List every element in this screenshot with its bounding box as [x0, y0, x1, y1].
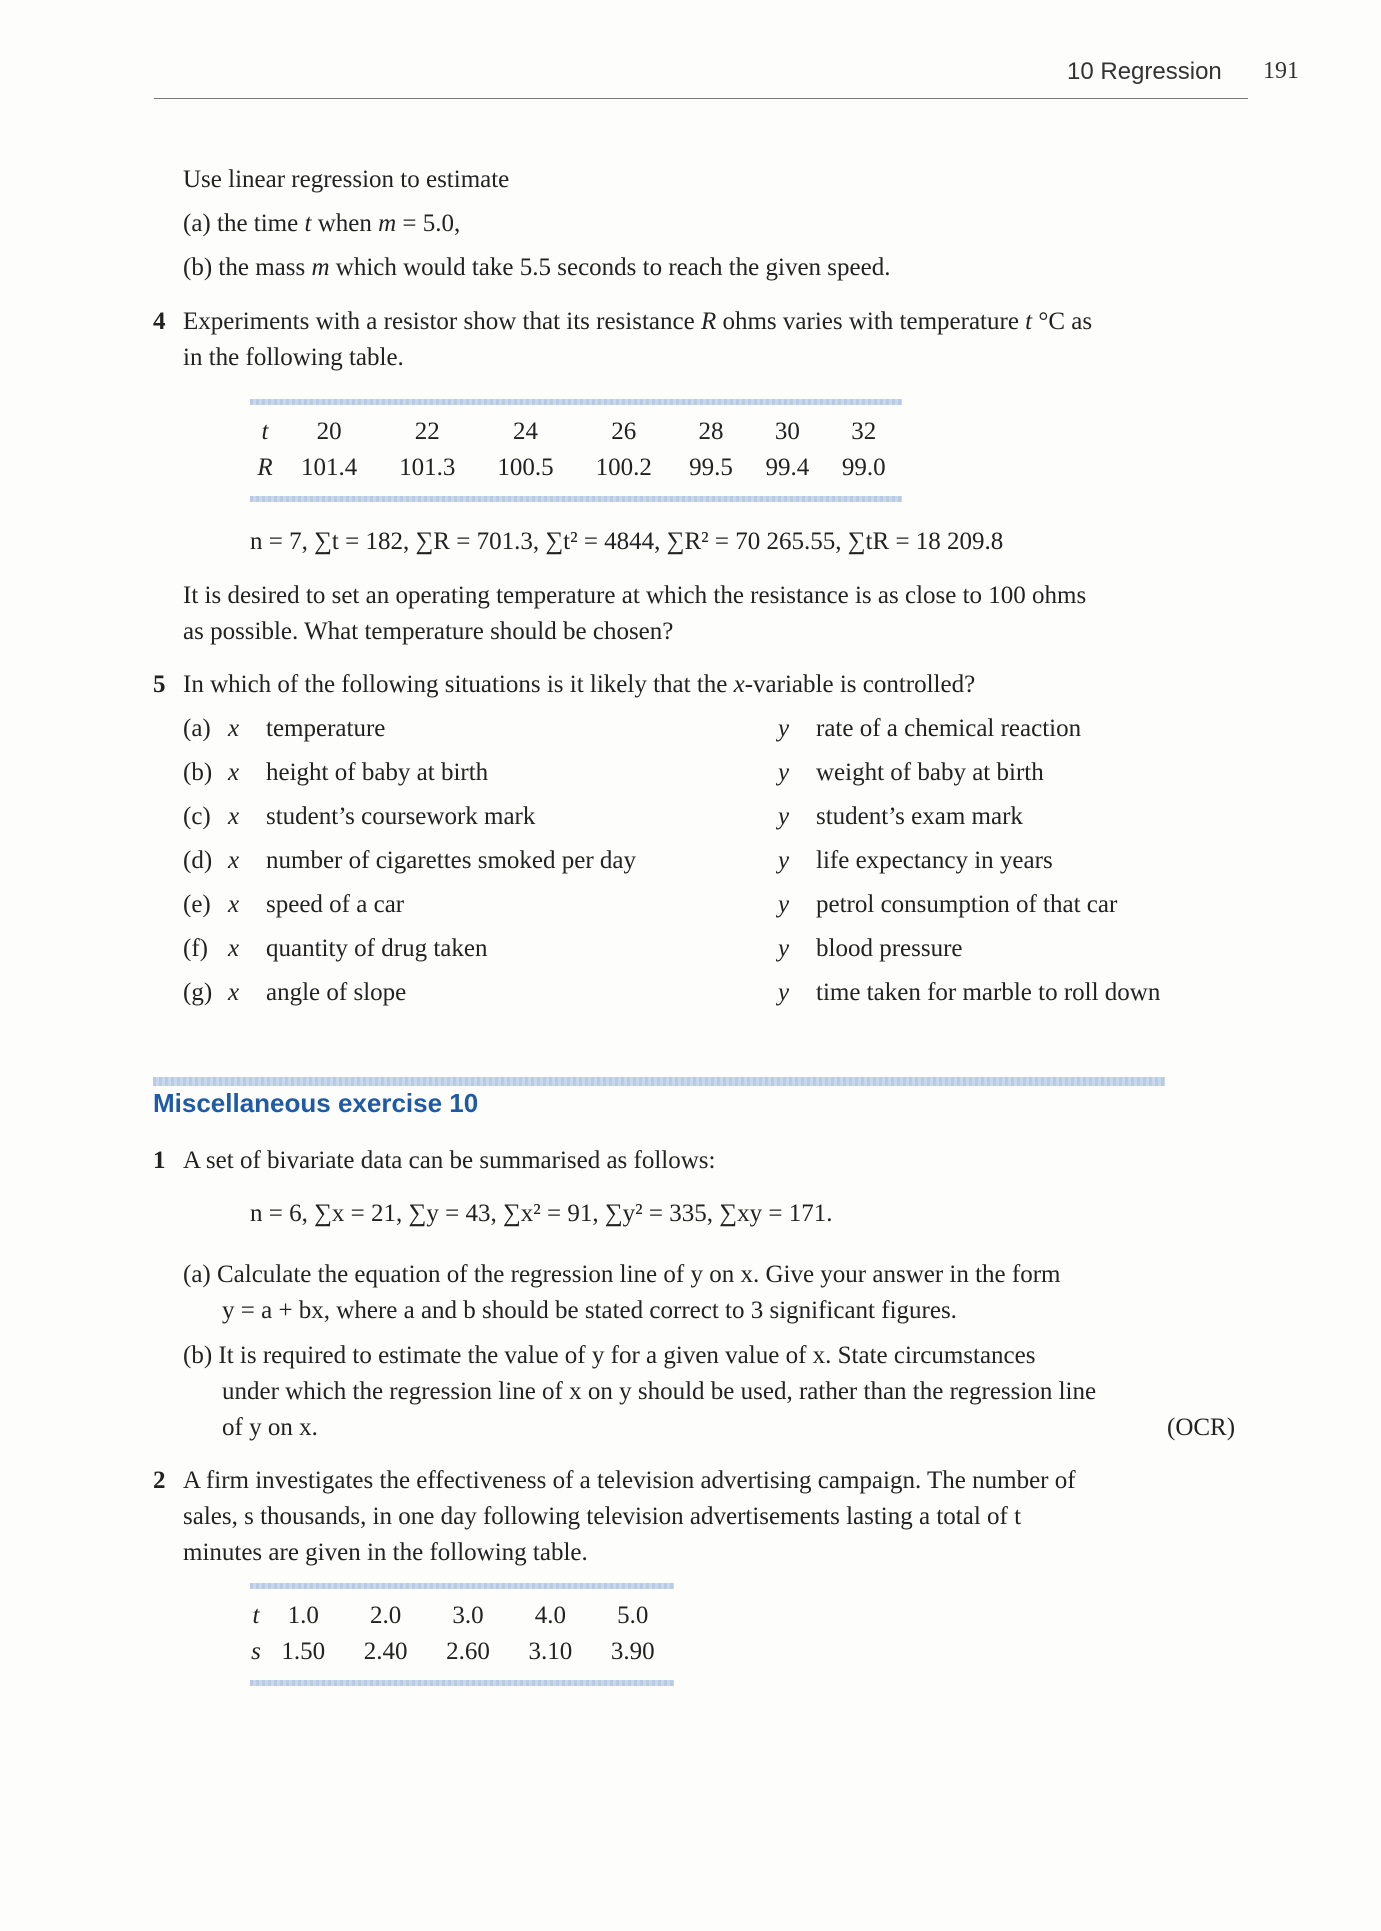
list-item-y: student’s exam mark	[816, 803, 1023, 830]
list-item-tag: (b)	[183, 759, 213, 786]
intro-part-a: (a) the time t when m = 5.0,	[183, 210, 461, 237]
q5-text: In which of the following situations is it likely that the x-variable is controlled?	[183, 671, 976, 698]
table-cell: 20	[316, 418, 342, 445]
list-item-tag: (d)	[183, 847, 213, 874]
question-number-1: 1	[153, 1147, 166, 1174]
chapter-title: 10 Regression	[1067, 58, 1222, 85]
table-cell: 100.2	[595, 454, 652, 481]
q4-summary-sums: n = 7, ∑t = 182, ∑R = 701.3, ∑t² = 4844, ∑R² = 70 265.55, ∑tR = 18 209.8	[250, 528, 1004, 555]
table-cell: 4.0	[534, 1602, 566, 1629]
m1-summary-sums: n = 6, ∑x = 21, ∑y = 43, ∑x² = 91, ∑y² = 335, ∑xy = 171.	[250, 1200, 833, 1227]
list-item-tag: (f)	[183, 935, 208, 962]
q4-text-line3: It is desired to set an operating temperature at which the resistance is as close to 100 ohms	[183, 582, 1087, 609]
q4-text-line4: as possible. What temperature should be chosen?	[183, 618, 674, 645]
table-cell: 99.5	[689, 454, 733, 481]
table-cell: 26	[611, 418, 637, 445]
resistance-table	[250, 414, 902, 486]
list-item-x: temperature	[266, 715, 386, 742]
table-row-label: t	[252, 1602, 260, 1629]
table-cell: 101.4	[300, 454, 358, 481]
table-cell: 30	[774, 418, 800, 445]
table-cell: 100.5	[497, 454, 554, 481]
list-item-y: time taken for marble to roll down	[816, 979, 1161, 1006]
page-number: 191	[1263, 58, 1299, 84]
sales-table	[250, 1598, 674, 1670]
x-variable-label: x	[228, 715, 240, 742]
header-rule	[154, 98, 1248, 99]
table-cell: 3.90	[610, 1638, 655, 1665]
table-cell: 5.0	[617, 1602, 649, 1629]
x-variable-label: x	[228, 935, 240, 962]
list-item-tag: (a)	[183, 715, 211, 742]
source-citation: (OCR)	[1167, 1414, 1236, 1441]
list-item-x: quantity of drug taken	[266, 935, 488, 962]
list-item-y: rate of a chemical reaction	[816, 715, 1082, 742]
table-bottom-rule	[250, 496, 902, 502]
table-cell: 22	[414, 418, 440, 445]
m1-part-b-line2: under which the regression line of x on y should be used, rather than the regression line	[222, 1378, 1097, 1405]
q4-text-line1: Experiments with a resistor show that its resistance R ohms varies with temperature t °C as	[183, 308, 1093, 335]
x-variable-label: x	[228, 803, 240, 830]
y-variable-label: y	[778, 715, 790, 742]
list-item-x: angle of slope	[266, 979, 407, 1006]
x-variable-label: x	[228, 759, 240, 786]
table-row	[250, 1634, 674, 1670]
intro-line: Use linear regression to estimate	[183, 166, 510, 193]
y-variable-label: y	[778, 847, 790, 874]
section-title: Miscellaneous exercise 10	[153, 1088, 479, 1118]
section-rule	[153, 1077, 1165, 1086]
x-variable-label: x	[228, 891, 240, 918]
m1-part-b-line3: of y on x.	[222, 1414, 318, 1441]
list-item-x: speed of a car	[266, 891, 405, 918]
intro-part-b: (b) the mass m which would take 5.5 seconds to reach the given speed.	[183, 254, 891, 281]
table-cell: 99.0	[841, 454, 886, 481]
m2-text-line1: A firm investigates the effectiveness of a television advertising campaign. The number of	[183, 1467, 1076, 1494]
x-variable-label: x	[228, 979, 240, 1006]
table-row-label: R	[257, 454, 273, 481]
table-row-label: s	[251, 1638, 261, 1665]
y-variable-label: y	[778, 803, 790, 830]
table-cell: 3.10	[528, 1638, 573, 1665]
list-item-x: student’s coursework mark	[266, 803, 536, 830]
table-cell: 3.0	[452, 1602, 484, 1629]
table-cell: 1.50	[281, 1638, 326, 1665]
table-top-rule	[250, 1583, 674, 1589]
list-item-y: weight of baby at birth	[816, 759, 1044, 786]
table-cell: 101.3	[399, 454, 456, 481]
y-variable-label: y	[778, 935, 790, 962]
x-variable-label: x	[228, 847, 240, 874]
list-item-x: number of cigarettes smoked per day	[266, 847, 637, 874]
table-cell: 24	[513, 418, 538, 445]
m1-part-a-line1: (a) Calculate the equation of the regression line of y on x. Give your answer in the form	[183, 1261, 1061, 1288]
q4-text-line2: in the following table.	[183, 344, 404, 371]
table-bottom-rule	[250, 1680, 674, 1686]
table-cell: 99.4	[765, 454, 810, 481]
y-variable-label: y	[778, 979, 790, 1006]
m1-part-a-line2: y = a + bx, where a and b should be stated correct to 3 significant figures.	[222, 1297, 957, 1324]
table-row	[250, 450, 902, 486]
table-cell: 2.0	[369, 1602, 402, 1629]
question-number-5: 5	[153, 671, 166, 698]
y-variable-label: y	[778, 891, 790, 918]
question-number-4: 4	[153, 308, 166, 335]
list-item-y: blood pressure	[816, 935, 963, 962]
table-row	[250, 414, 902, 450]
table-top-rule	[250, 399, 902, 405]
table-cell: 2.40	[363, 1638, 408, 1665]
list-item-x: height of baby at birth	[266, 759, 489, 786]
table-cell: 32	[851, 418, 877, 445]
list-item-y: petrol consumption of that car	[816, 891, 1118, 918]
table-cell: 28	[698, 418, 724, 445]
question-number-2: 2	[153, 1467, 166, 1494]
m1-text: A set of bivariate data can be summarised as follows:	[183, 1147, 716, 1174]
y-variable-label: y	[778, 759, 790, 786]
list-item-tag: (e)	[183, 891, 211, 918]
table-cell: 2.60	[446, 1638, 490, 1665]
table-row-label: t	[261, 418, 269, 445]
table-row	[250, 1598, 674, 1634]
m2-text-line2: sales, s thousands, in one day following television advertisements lasting a total of t	[183, 1503, 1022, 1530]
m1-part-b-line1: (b) It is required to estimate the value of y for a given value of x. State circumstances	[183, 1342, 1036, 1369]
m2-text-line3: minutes are given in the following table.	[183, 1539, 588, 1566]
table-cell: 1.0	[287, 1602, 319, 1629]
list-item-tag: (g)	[183, 979, 213, 1006]
list-item-tag: (c)	[183, 803, 211, 830]
list-item-y: life expectancy in years	[816, 847, 1053, 874]
